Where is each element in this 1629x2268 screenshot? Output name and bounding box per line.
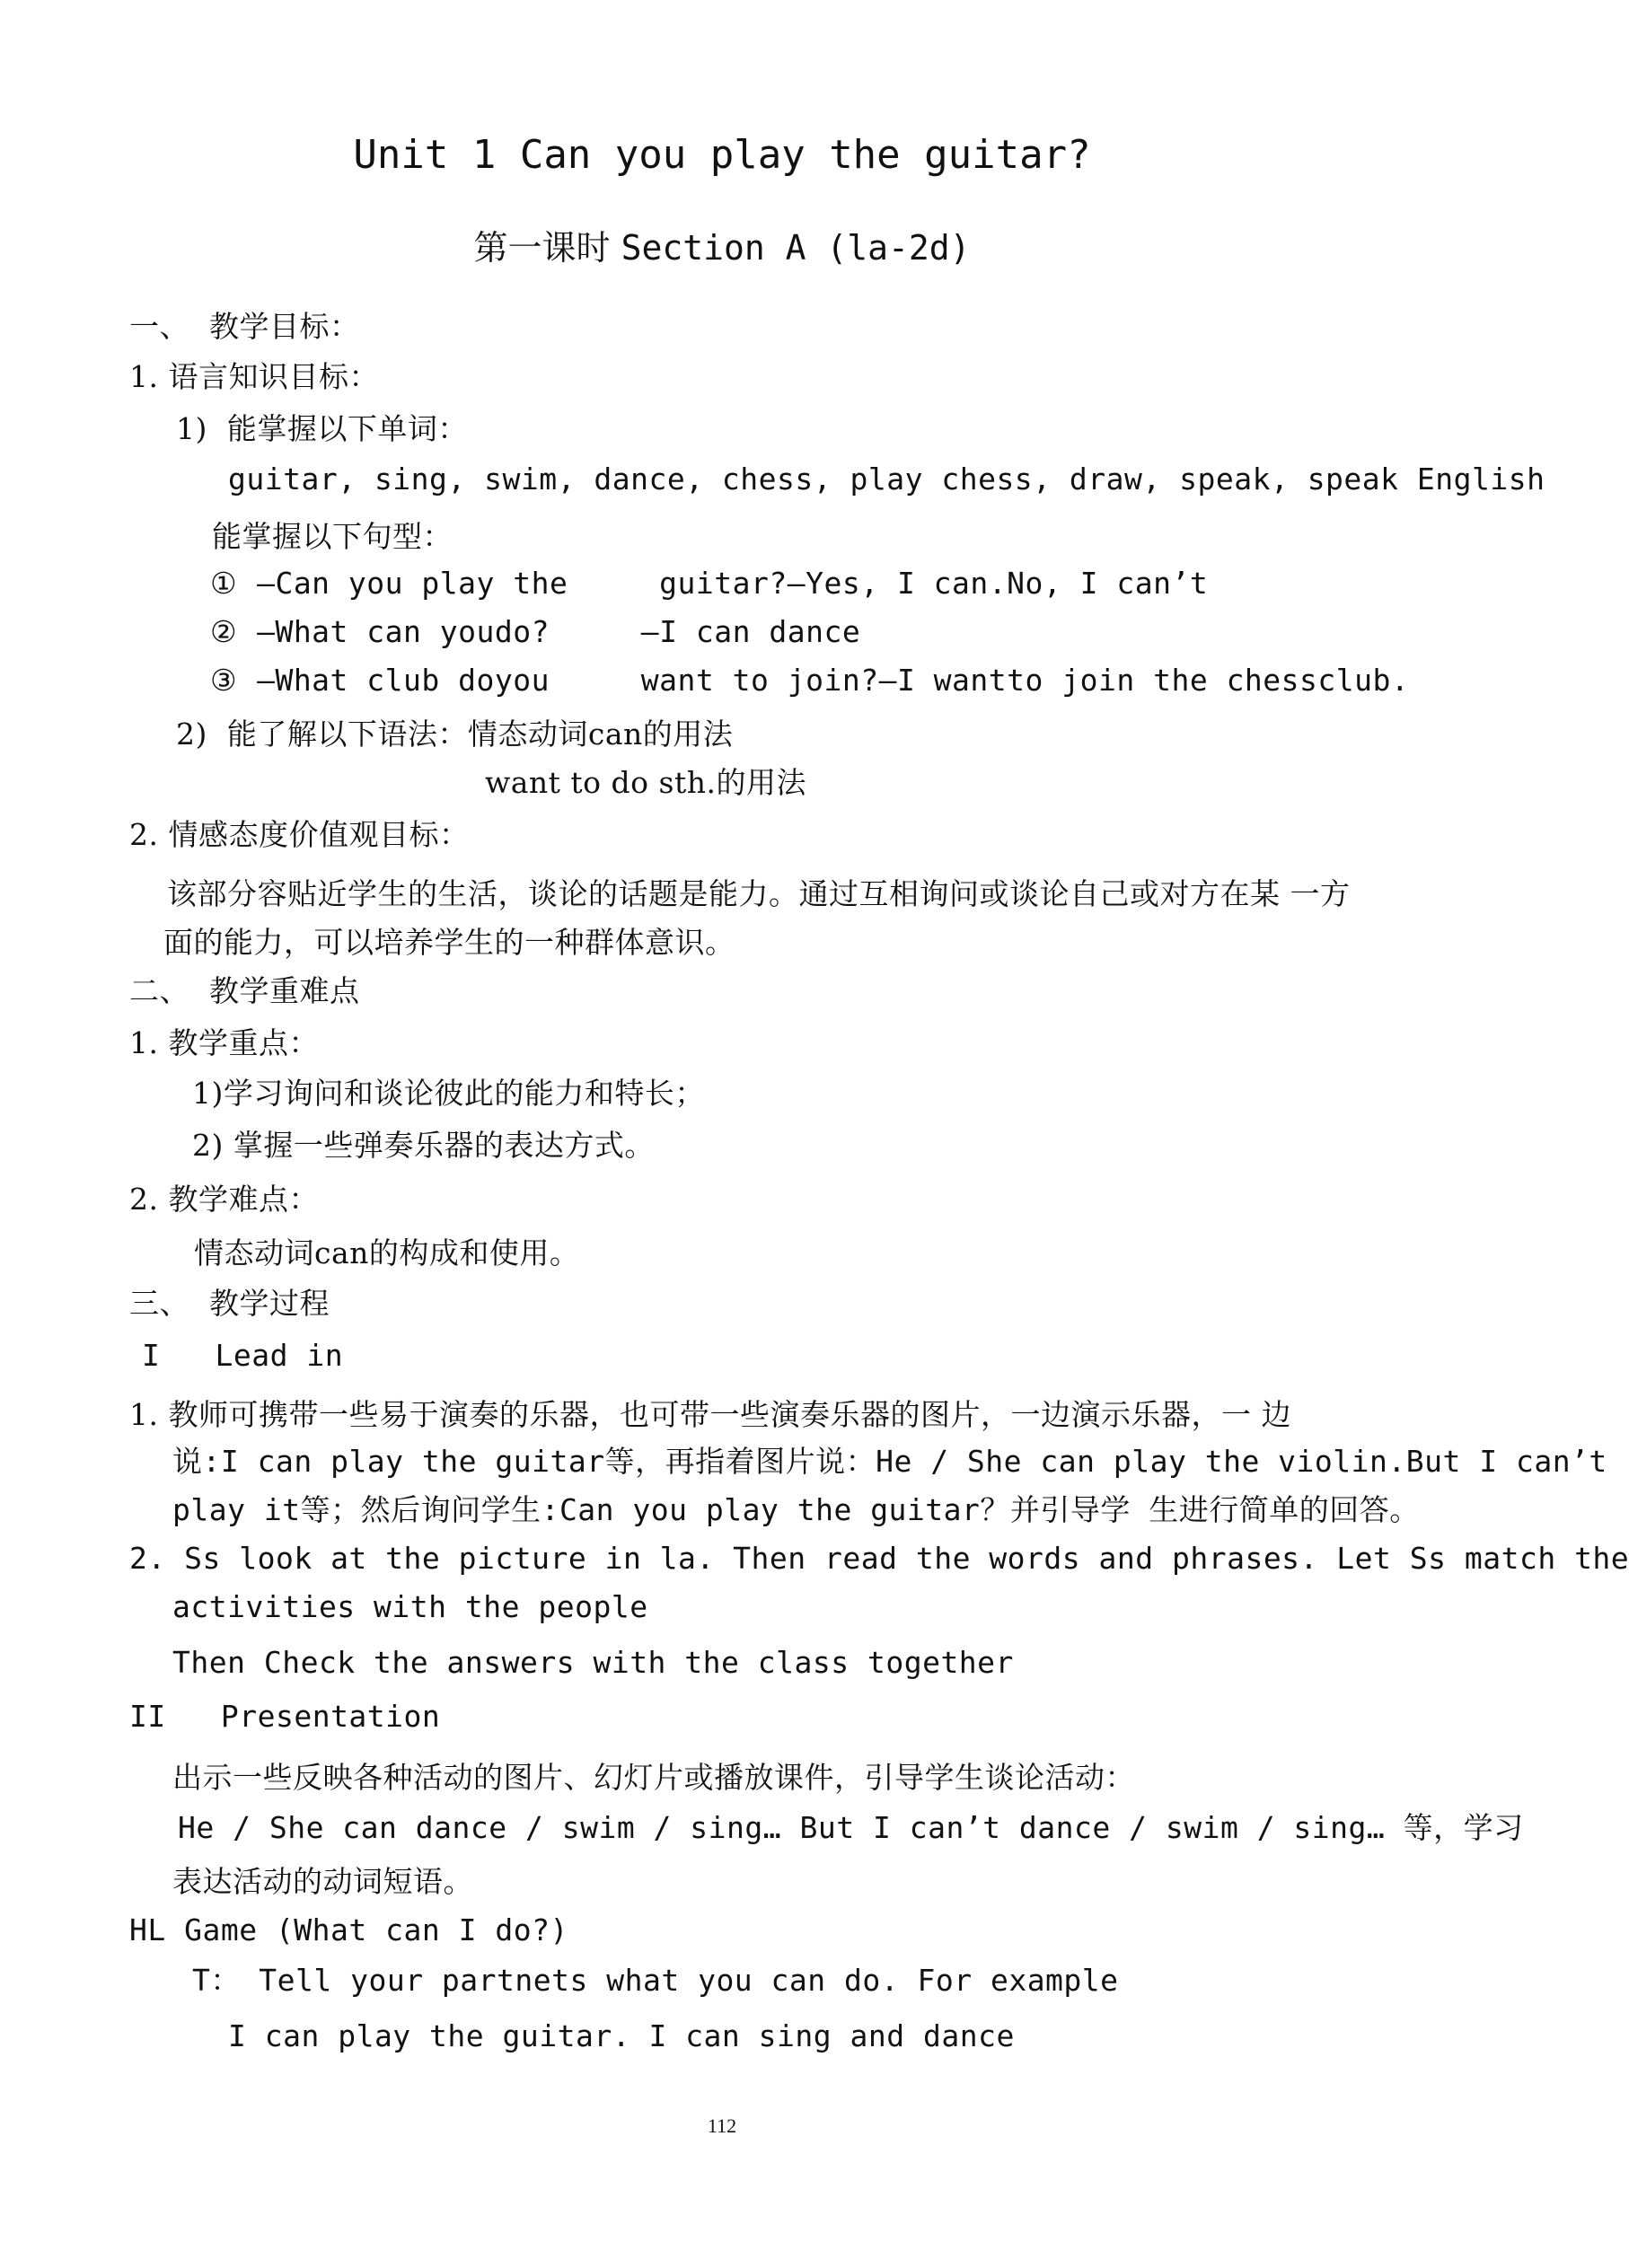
- list-item: [192, 1076, 705, 1112]
- subsection-heading: [129, 359, 379, 395]
- paragraph-line: 说:I can play the guitar等，再指着图片说：He / She can play the violin.But I can’t: [172, 1444, 1607, 1479]
- lesson-subtitle: [0, 226, 1444, 269]
- section-heading-1: [129, 309, 359, 345]
- paragraph-line: 该部分容贴近学生的生活，谈论的话题是能力。通过互相询问或谈论自己或对方在某 一方: [167, 876, 1351, 911]
- document-title: Unit 1 Can you play the guitar?: [353, 132, 1091, 178]
- sentence-pattern: [210, 663, 1409, 699]
- step-title: Lead in: [215, 1338, 344, 1373]
- section-title: 教学过程: [208, 1286, 330, 1321]
- step-heading: [142, 1338, 343, 1374]
- paragraph-line: [129, 1397, 1291, 1433]
- item-text: 教学难点：: [168, 1182, 319, 1217]
- subsection-heading: [129, 1025, 319, 1061]
- item-number: 1.: [129, 1397, 159, 1432]
- section-number: 二、: [129, 973, 189, 1008]
- item-text: —Can you play the guitar?—Yes, I can.No, I can’t: [257, 566, 1209, 601]
- step-heading: HL Game (What can I do?): [129, 1912, 568, 1947]
- item-number: ③: [210, 663, 238, 698]
- subsection-heading: [129, 817, 470, 853]
- item-number: ②: [210, 614, 238, 649]
- section-number: 三、: [129, 1286, 189, 1321]
- item-number: 2): [192, 1128, 224, 1163]
- item-number: 1): [176, 411, 207, 446]
- section-heading-2: [129, 973, 359, 1009]
- item-number: 2.: [129, 1541, 166, 1576]
- page-number: 112: [707, 2114, 737, 2137]
- section-number: 一、: [129, 309, 189, 344]
- list-item: want to do sth.的用法: [485, 765, 806, 800]
- item-text: 能掌握以下单词：: [226, 411, 468, 446]
- item-text: 学习询问和谈论彼此的能力和特长；: [223, 1076, 705, 1111]
- section-title: 教学重难点: [208, 973, 360, 1008]
- paragraph-line: play it等；然后询问学生:Can you play the guitar？并引导学 生进行简单的回答。: [172, 1492, 1420, 1527]
- paragraph-line: Then Check the answers with the class together: [172, 1645, 1014, 1680]
- list-item: [176, 716, 733, 752]
- item-number: 1.: [129, 1025, 159, 1060]
- list-item: 情态动词can的构成和使用。: [194, 1235, 580, 1270]
- item-text: Ss look at the picture in la. Then read the words and phrases. Let Ss match the: [184, 1541, 1629, 1576]
- vocabulary-list: guitar, sing, swim, dance, chess, play chess, draw, speak, speak English: [228, 462, 1545, 497]
- step-number: II: [129, 1699, 166, 1734]
- list-item: [192, 1128, 655, 1164]
- subtitle-en: Section A (la-2d): [621, 228, 971, 268]
- item-text: 情感态度价值观目标：: [168, 817, 470, 852]
- paragraph-line: activities with the people: [172, 1589, 648, 1624]
- item-text: —What can youdo? —I can dance: [257, 614, 861, 649]
- item-text: 能了解以下语法：情态动词can的用法: [226, 716, 734, 752]
- paragraph-line: [129, 1541, 1629, 1577]
- sentence-pattern: [210, 566, 1208, 602]
- speaker-label: T：: [192, 1963, 241, 1998]
- paragraph-line: 面的能力，可以培养学生的一种群体意识。: [163, 925, 735, 960]
- section-heading-3: [129, 1286, 330, 1322]
- item-number: 1): [192, 1076, 224, 1111]
- item-number: 1.: [129, 359, 159, 394]
- subtitle-cn: 第一课时: [473, 228, 611, 268]
- step-number: I: [142, 1338, 161, 1373]
- sentence-pattern: [210, 614, 860, 650]
- paragraph-line: [192, 1963, 1119, 1999]
- item-text: —What club doyou want to join?—I wantto join the chessclub.: [257, 663, 1410, 698]
- item-text: 教学重点：: [168, 1025, 319, 1060]
- item-text: 语言知识目标：: [168, 359, 379, 394]
- item-number: ①: [210, 566, 238, 601]
- step-heading: [129, 1699, 440, 1735]
- item-text: Tell your partnets what you can do. For example: [259, 1963, 1119, 1998]
- item-text: 掌握一些弹奏乐器的表达方式。: [233, 1128, 655, 1163]
- section-title: 教学目标：: [208, 309, 360, 344]
- item-text: 教师可携带一些易于演奏的乐器，也可带一些演奏乐器的图片，一边演示乐器，一 边: [168, 1397, 1291, 1432]
- step-title: Presentation: [220, 1699, 441, 1734]
- item-number: 2.: [129, 817, 159, 852]
- list-item: 能掌握以下句型：: [212, 519, 453, 554]
- paragraph-line: He / She can dance / swim / sing… But I can’t dance / swim / sing… 等，学习: [178, 1810, 1524, 1845]
- list-item: [176, 411, 468, 447]
- item-number: 2.: [129, 1182, 159, 1217]
- item-number: 2): [176, 716, 207, 752]
- paragraph-line: I can play the guitar. I can sing and dance: [228, 2018, 1015, 2053]
- subsection-heading: [129, 1182, 319, 1218]
- paragraph-line: 出示一些反映各种活动的图片、幻灯片或播放课件，引导学生谈论活动：: [172, 1760, 1135, 1795]
- paragraph-line: 表达活动的动词短语。: [172, 1864, 473, 1899]
